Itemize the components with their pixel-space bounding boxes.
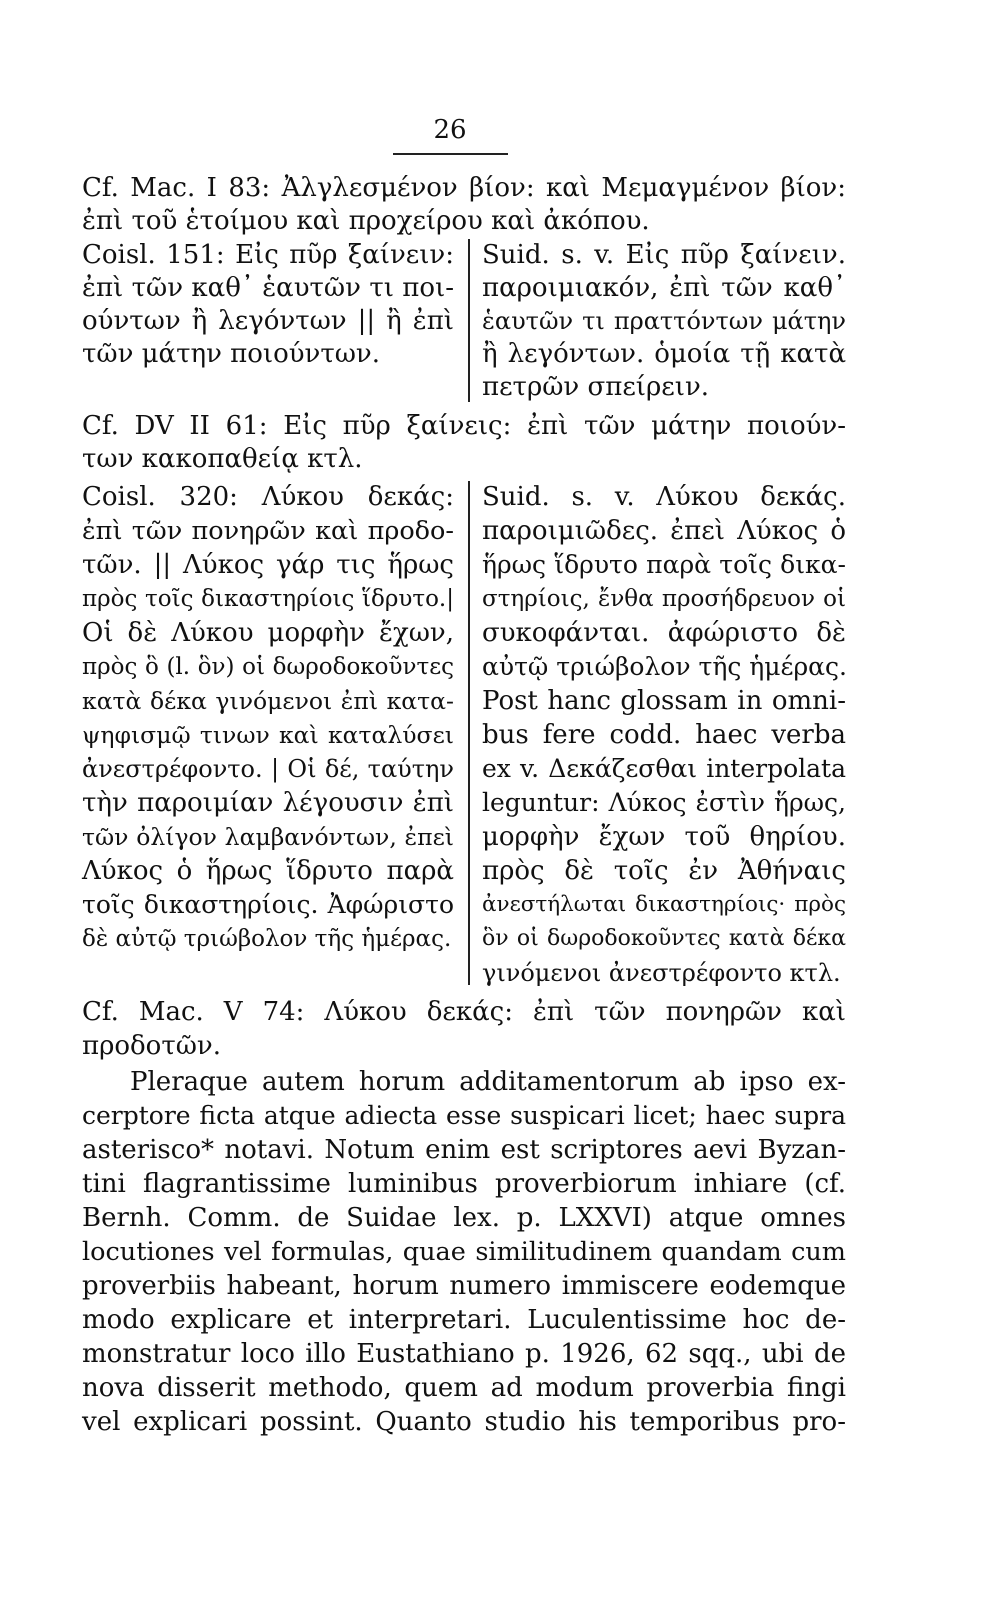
- right-column-line: παροιμιακόν, ἐπὶ τῶν καθ᾽: [482, 273, 846, 303]
- left-column-line: Οἱ δὲ Λύκου μορφὴν ἔχων,: [82, 618, 454, 648]
- right-column-line: ἥρως ἵδρυτο παρὰ τοῖς δικα-: [482, 550, 846, 579]
- right-column-line: συκοφάνται. ἀφώριστο δὲ: [482, 618, 846, 648]
- left-column-line: πρὸς τοῖς δικαστηρίοις ἵδρυτο.|: [82, 586, 454, 612]
- left-column-line: πρὸς ὃ (l. ὃν) οἱ δωροδοκοῦντες: [82, 654, 454, 680]
- left-column-line: ἀνεστρέφοντο. | Οἱ δέ, ταύτην: [82, 755, 454, 783]
- column-divider: [468, 239, 470, 402]
- right-column-line: ἢ λεγόντων. ὁμοία τῇ κατὰ: [482, 339, 846, 369]
- right-column-line: Post hanc glossam in omni-: [482, 686, 846, 716]
- text-line: Cf. Mac. V 74: Λύκου δεκάς: ἐπὶ τῶν πονηρῶν καὶ: [82, 997, 846, 1027]
- header-rule: [393, 153, 508, 155]
- left-column-line: Λύκος ὁ ἥρως ἵδρυτο παρὰ: [82, 856, 454, 886]
- left-column-line: τῶν μάτην ποιούντων.: [82, 339, 380, 369]
- left-column-line: τῶν ὀλίγον λαμβανόντων, ἐπεὶ: [82, 823, 454, 851]
- column-divider: [468, 481, 470, 985]
- text-line: ἐπὶ τοῦ ἑτοίμου καὶ προχείρου καὶ ἀκόπου.: [82, 206, 650, 236]
- right-column-line: μορφὴν ἔχων τοῦ θηρίου.: [482, 822, 846, 852]
- right-column-line: πετρῶν σπείρειν.: [482, 372, 710, 402]
- paragraph-line: monstratur loco illo Eustathiano p. 1926, 62 sqq., ubi de: [82, 1339, 846, 1369]
- right-column-line: πρὸς δὲ τοῖς ἐν Ἀθήναις: [482, 856, 846, 886]
- left-column-line: ψηφισμῷ τινων καὶ καταλύσει: [82, 721, 454, 749]
- right-column-line: bus fere codd. haec verba: [482, 720, 846, 750]
- left-column-line: τοῖς δικαστηρίοις. Ἀφώριστο: [82, 890, 454, 919]
- paragraph-line: cerptore ficta atque adiecta esse suspicari licet; haec supra: [82, 1101, 846, 1130]
- right-column-line: Suid. s. v. Εἰς πῦρ ξαίνειν.: [482, 240, 846, 270]
- right-column-line: ὃν οἱ δωροδοκοῦντες κατὰ δέκα: [482, 926, 846, 951]
- left-column-line: ἐπὶ τῶν πονηρῶν καὶ προδο-: [82, 516, 454, 546]
- right-column-line: leguntur: Λύκος ἐστὶν ἥρως,: [482, 788, 846, 817]
- right-column-line: ἑαυτῶν τι πραττόντων μάτην: [482, 307, 846, 335]
- page-number: 26: [433, 115, 467, 145]
- paragraph-line: proverbiis habeant, horum numero immiscere eodemque: [82, 1271, 846, 1301]
- left-column-line: ἐπὶ τῶν καθ᾽ ἑαυτῶν τι ποι-: [82, 273, 454, 303]
- left-column-line: ούντων ἢ λεγόντων || ἢ ἐπὶ: [82, 306, 454, 336]
- right-column-line: γινόμενοι ἀνεστρέφοντο κτλ.: [482, 959, 841, 987]
- text-line: Cf. DV II 61: Εἰς πῦρ ξαίνεις: ἐπὶ τῶν μάτην ποιούν-: [82, 411, 846, 441]
- right-column-line: παροιμιῶδες. ἐπεὶ Λύκος ὁ: [482, 516, 846, 546]
- left-column-line: δὲ αὐτῷ τριώβολον τῆς ἡμέρας.: [82, 926, 452, 952]
- paragraph-line: modo explicare et interpretari. Luculentissime hoc de-: [82, 1305, 846, 1335]
- left-column-line: τὴν παροιμίαν λέγουσιν ἐπὶ: [82, 788, 454, 818]
- right-column-line: στηρίοις, ἔνθα προσήδρευον οἱ: [482, 586, 846, 612]
- left-column-line: τῶν. || Λύκος γάρ τις ἥρως: [82, 550, 454, 580]
- text-line: Cf. Mac. I 83: Ἀλγλεσμένον βίον: καὶ Μεμαγμένον βίον:: [82, 173, 846, 203]
- left-column-line: κατὰ δέκα γινόμενοι ἐπὶ κατα-: [82, 687, 454, 715]
- paragraph-line: asterisco* notavi. Notum enim est scriptores aevi Byzan-: [82, 1135, 846, 1165]
- paragraph-line: Pleraque autem horum additamentorum ab ipso ex-: [130, 1067, 846, 1097]
- right-column-line: αὐτῷ τριώβολον τῆς ἡμέρας.: [482, 652, 847, 681]
- paragraph-line: locutiones vel formulas, quae similitudinem quandam cum: [82, 1237, 846, 1267]
- paragraph-line: nova disserit methodo, quem ad modum proverbia fingi: [82, 1373, 846, 1403]
- text-line: των κακοπαθείᾳ κτλ.: [82, 444, 363, 474]
- paragraph-line: vel explicari possint. Quanto studio his temporibus pro-: [82, 1407, 846, 1437]
- right-column-line: ἀνεστήλωται δικαστηρίοις· πρὸς: [482, 892, 846, 917]
- left-column-line: Coisl. 320: Λύκου δεκάς:: [82, 482, 454, 512]
- right-column-line: ex v. Δεκάζεσθαι interpolata: [482, 754, 846, 783]
- text-line: προδοτῶν.: [82, 1031, 221, 1061]
- paragraph-line: tini flagrantissime luminibus proverbiorum inhiare (cf.: [82, 1169, 846, 1199]
- right-column-line: Suid. s. v. Λύκου δεκάς.: [482, 482, 846, 512]
- paragraph-line: Bernh. Comm. de Suidae lex. p. LXXVI) atque omnes: [82, 1203, 846, 1233]
- left-column-line: Coisl. 151: Εἰς πῦρ ξαίνειν:: [82, 240, 454, 270]
